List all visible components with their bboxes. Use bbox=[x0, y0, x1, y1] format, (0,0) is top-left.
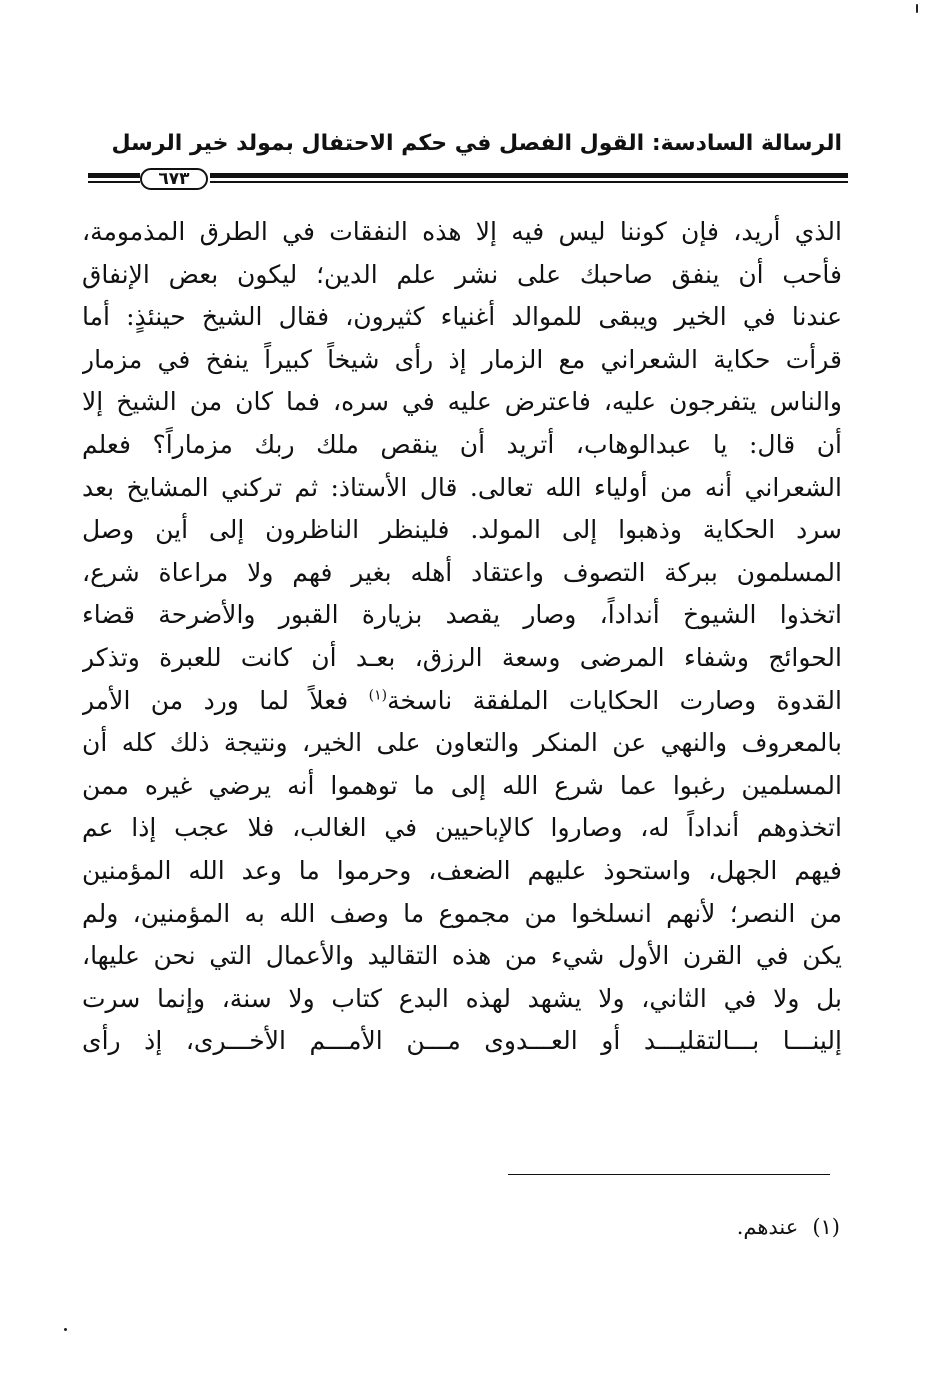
footnote-reference: (١) bbox=[368, 687, 388, 704]
body-line-13: بالمعروف والنهي عن المنكر والتعاون على الخير، ونتيجة ذلك كله أن bbox=[82, 728, 842, 758]
scan-speck bbox=[64, 1328, 67, 1331]
body-line-1: الذي أريد، فإن كوننا ليس فيه إلا هذه النفقات في الطرق المذمومة، bbox=[82, 217, 842, 246]
rule-left-thick bbox=[88, 173, 140, 178]
body-line-7: الشعراني أنه من أولياء الله تعالى. قال الأستاذ: ثم تركني المشايخ بعد bbox=[82, 472, 842, 502]
body-line-8: سرد الحكاية وذهبوا إلى المولد. فلينظر الناظرون إلى أين وصل bbox=[82, 515, 842, 545]
rule-right-thin bbox=[210, 181, 848, 183]
body-line-9: المسلمون ببركة التصوف واعتقاد أهله بغير فهم ولا مراعاة شرع، bbox=[82, 557, 842, 587]
body-line-11: الحوائج وشفاء المرضى وسعة الرزق، بعـد أن كانت للعبرة وتذكر bbox=[82, 642, 842, 672]
body-line-15: اتخذوهم أنداداً له، وصاروا كالإباحيين في الغالب، فلا عجب إذا عم bbox=[82, 813, 842, 843]
rule-right-thick bbox=[210, 173, 848, 178]
body-line-12-tail: فعلاً لما ورد من الأمر bbox=[82, 685, 369, 715]
body-line-16: فيهم الجهل، واستحوذ عليهم الضعف، وحرموا ما وعد الله المؤمنين bbox=[82, 855, 842, 885]
footnote-marker: (١) bbox=[812, 1215, 840, 1239]
body-line-20: إلينـــا بـــالتقليـــد أو العـــدوى مـــن الأمـــم الأخـــرى، إذ رأى bbox=[82, 1026, 842, 1056]
body-line-6: أن قال: يا عبدالوهاب، أتريد أن ينقص ملك ربك مزماراً؟ فعلم bbox=[82, 429, 842, 459]
body-text bbox=[82, 211, 842, 1063]
scan-speck bbox=[916, 4, 918, 13]
body-line-18: يكن في القرن الأول شيء من هذه التقاليد والأعمال التي نحن عليها، bbox=[82, 941, 842, 971]
page-number: ٦٧٣ bbox=[140, 168, 208, 190]
body-line-2: فأحب أن ينفق صاحبك على نشر علم الدين؛ ليكون بعض الإنفاق bbox=[82, 259, 842, 289]
body-line-12 bbox=[82, 680, 842, 723]
body-line-3: عندنا في الخير ويبقى للموالد أغنياء كثيرون، فقال الشيخ حينئذٍ: أما bbox=[82, 302, 842, 332]
running-header: الرسالة السادسة: القول الفصل في حكم الاحتفال بمولد خير الرسل bbox=[111, 131, 842, 156]
header-rule bbox=[88, 168, 848, 192]
rule-left-thin bbox=[88, 181, 140, 183]
footnote bbox=[500, 1212, 840, 1242]
body-line-10: اتخذوا الشيوخ أنداداً، وصار يقصد بزيارة القبور والأضرحة قضاء bbox=[82, 600, 842, 630]
body-line-14: المسلمين رغبوا عما شرع الله إلى ما توهموا أنه يرضي غيره ممن bbox=[82, 770, 842, 800]
body-line-17: من النصر؛ لأنهم انسلخوا من مجموع ما وصف الله به المؤمنين، ولم bbox=[82, 898, 842, 928]
body-line-19: بل ولا في الثاني، ولا يشهد لهذه البدع كتاب ولا سنة، وإنما سرت bbox=[82, 983, 842, 1013]
body-line-4: قرأت حكاية الشعراني مع الزمار إذ رأى شيخاً كبيراً ينفخ في مزمار bbox=[82, 344, 842, 374]
body-line-5: والناس يتفرجون عليه، فاعترض عليه في سره، فما كان من الشيخ إلا bbox=[82, 387, 842, 417]
footnote-separator bbox=[508, 1174, 830, 1175]
body-line-12-head: القدوة وصارت الحكايات الملفقة ناسخة bbox=[387, 685, 842, 715]
footnote-text: عندهم. bbox=[736, 1215, 799, 1239]
